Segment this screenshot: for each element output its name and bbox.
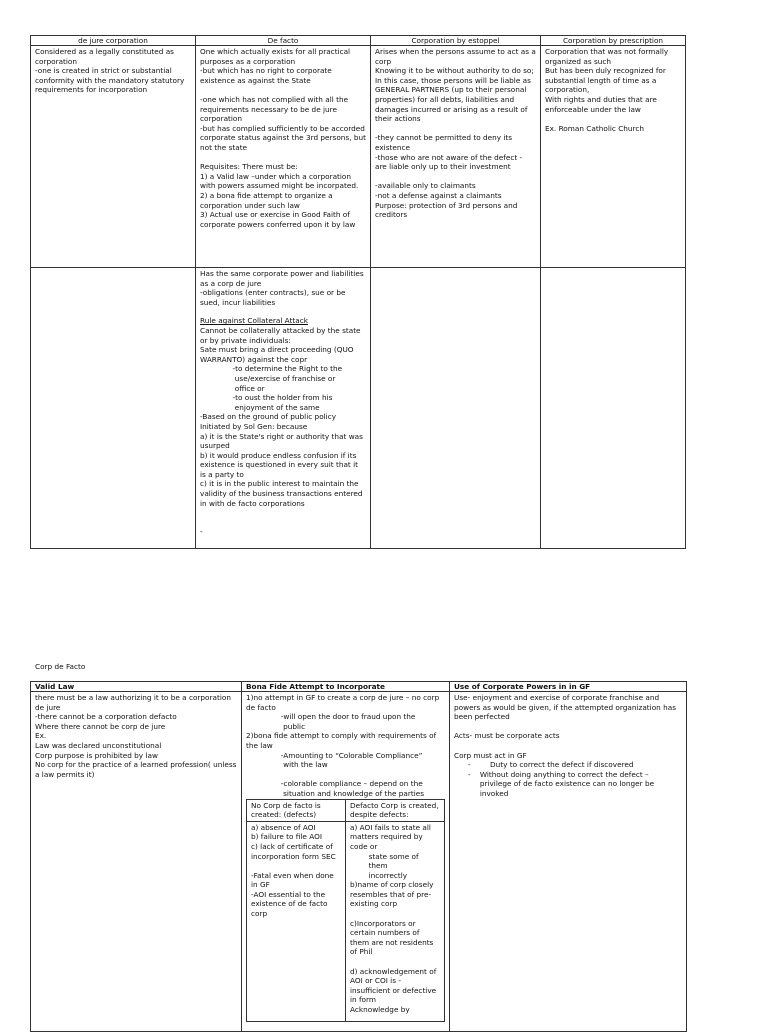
bona-fide-text: 1)no attempt in GF to create a corp de jure – no corp de facto -will open the door to fraud upon the public 2)bona fide attempt to comply with requirements of the law -Amounting to “Colorable Compliance” with the law -colorable compliance – depend on the situation and knowledge of the parties [246,693,440,798]
collateral-attack-heading: Rule against Collateral Attack [200,316,308,326]
no-corp-header: No Corp de facto is created: (defects) [247,799,346,821]
cell-empty [371,268,541,549]
defects-table [246,799,445,1022]
cell-estoppel: Arises when the persons assume to act as a corp Knowing it to be without authority to do so; In this case, those persons will be liable as GENERAL PARTNERS (up to their personal properties) for all debts, liabilities and damages incurred or arising as a result of their actions -they cannot be permitted to deny its existence -those who are not aware of the defect - are liable only up to their investment -available only to claimants -not a defense against a claimants Purpose: protection of 3rd persons and creditors [371,46,541,268]
cell-use-powers [450,692,687,1032]
header-prescription: Corporation by prescription [541,36,686,46]
cell-valid-law: there must be a law authorizing it to be a corporation de jure -there cannot be a corporation defacto Where there cannot be corp de jure Ex. Law was declared unconstitutional Corp purpose is prohibited by law No corp for the practice of a learned profession( unless a law permits it) [31,692,242,1032]
use-powers-text: Use- enjoyment and exercise of corporate franchise and powers as would be given, if the attempted organization has been perfected Acts- must be corporate acts Corp must act in GF [454,693,676,760]
corp-de-facto-table [30,681,687,1032]
defects-row [247,821,445,1021]
bullet-text: Duty to correct the defect if discovered [490,760,634,770]
cell-prescription: Corporation that was not formally organized as such But has been duly recognized for substantial length of time as a corporation, With rights and duties that are enforceable under the law Ex. Roman Catholic Church [541,46,686,268]
list-item [468,770,682,799]
section-label: Corp de Facto [35,662,86,671]
cell-de-facto-effects [196,268,371,549]
cell-empty [31,268,196,549]
bullet-dash: - [468,769,471,779]
header-row [31,36,686,46]
table-row [31,268,686,549]
header-de-jure: de jure corporation [31,36,196,46]
defacto-corp-defects: a) AOI fails to state all matters required by code or state some of them incorrectly b)name of corp closely resembles that of pre-existing corp c)Incorporators or certain numbers of them are not residents of Phil d) acknowledgement of AOI or COI is -insufficient or defective in form Acknowledge by [346,821,445,1021]
header-row [31,682,687,692]
bullet-dash: - [468,760,471,770]
header-estoppel: Corporation by estoppel [371,36,541,46]
header-de-facto: De facto [196,36,371,46]
cell-de-facto: One which actually exists for all practical purposes as a corporation -but which has no right to corporate existence as against the State -one which has not complied with all the requirements necessary to be de jure corporation -but has complied sufficiently to be accorded corporate status against the 3rd persons, but not the state Requisites: There must be: 1) a Valid law –under which a corporation with powers assumed might be incorpated. 2) a bona fide attempt to organize a corporation under such law 3) Actual use or exercise in Good Faith of corporate powers conferred upon it by law [196,46,371,268]
table-row [31,46,686,268]
cell-de-jure: Considered as a legally constituted as corporation -one is created in strict or substantial conformity with the mandatory statutory requirements for incorporation [31,46,196,268]
header-bona-fide: Bona Fide Attempt to Incorporate [242,682,450,692]
de-facto-powers: Has the same corporate power and liabilities as a corp de jure -obligations (enter contracts), sue or be sued, incur liabilities [200,269,364,307]
cell-bona-fide [242,692,450,1032]
header-valid-law: Valid Law [31,682,242,692]
corporation-types-table [30,35,686,549]
table-row [31,692,687,1032]
defacto-corp-header: Defacto Corp is created, despite defects: [346,799,445,821]
cell-empty [541,268,686,549]
bullet-text: Without doing anything to correct the defect – privilege of de facto existence can no longer be invoked [479,769,655,798]
defects-header-row [247,799,445,821]
no-corp-defects: a) absence of AOI b) failure to file AOI c) lack of certificate of incorporation form SEC -Fatal even when done in GF -AOI essential to the existence of de facto corp [247,821,346,1021]
header-use-powers: Use of Corporate Powers in in GF [450,682,687,692]
collateral-attack-body: Cannot be collaterally attacked by the state or by private individuals: Sate must bring a direct proceeding (QUO WARRANTO) against the copr -to determine the Right to the use/exercise of franchise or office or -to oust the holder from his enjoyment of the same -Based on the ground of public policy Initiated by Sol Gen: because a) it is the State's right or authority that was usurped b) it would produce endless confusion if its existence is questioned in every suit that it is a party to c) it is in the public interest to maintain the validity of the business transactions entered in with de facto corporations - [200,325,363,537]
list-item [468,760,682,770]
